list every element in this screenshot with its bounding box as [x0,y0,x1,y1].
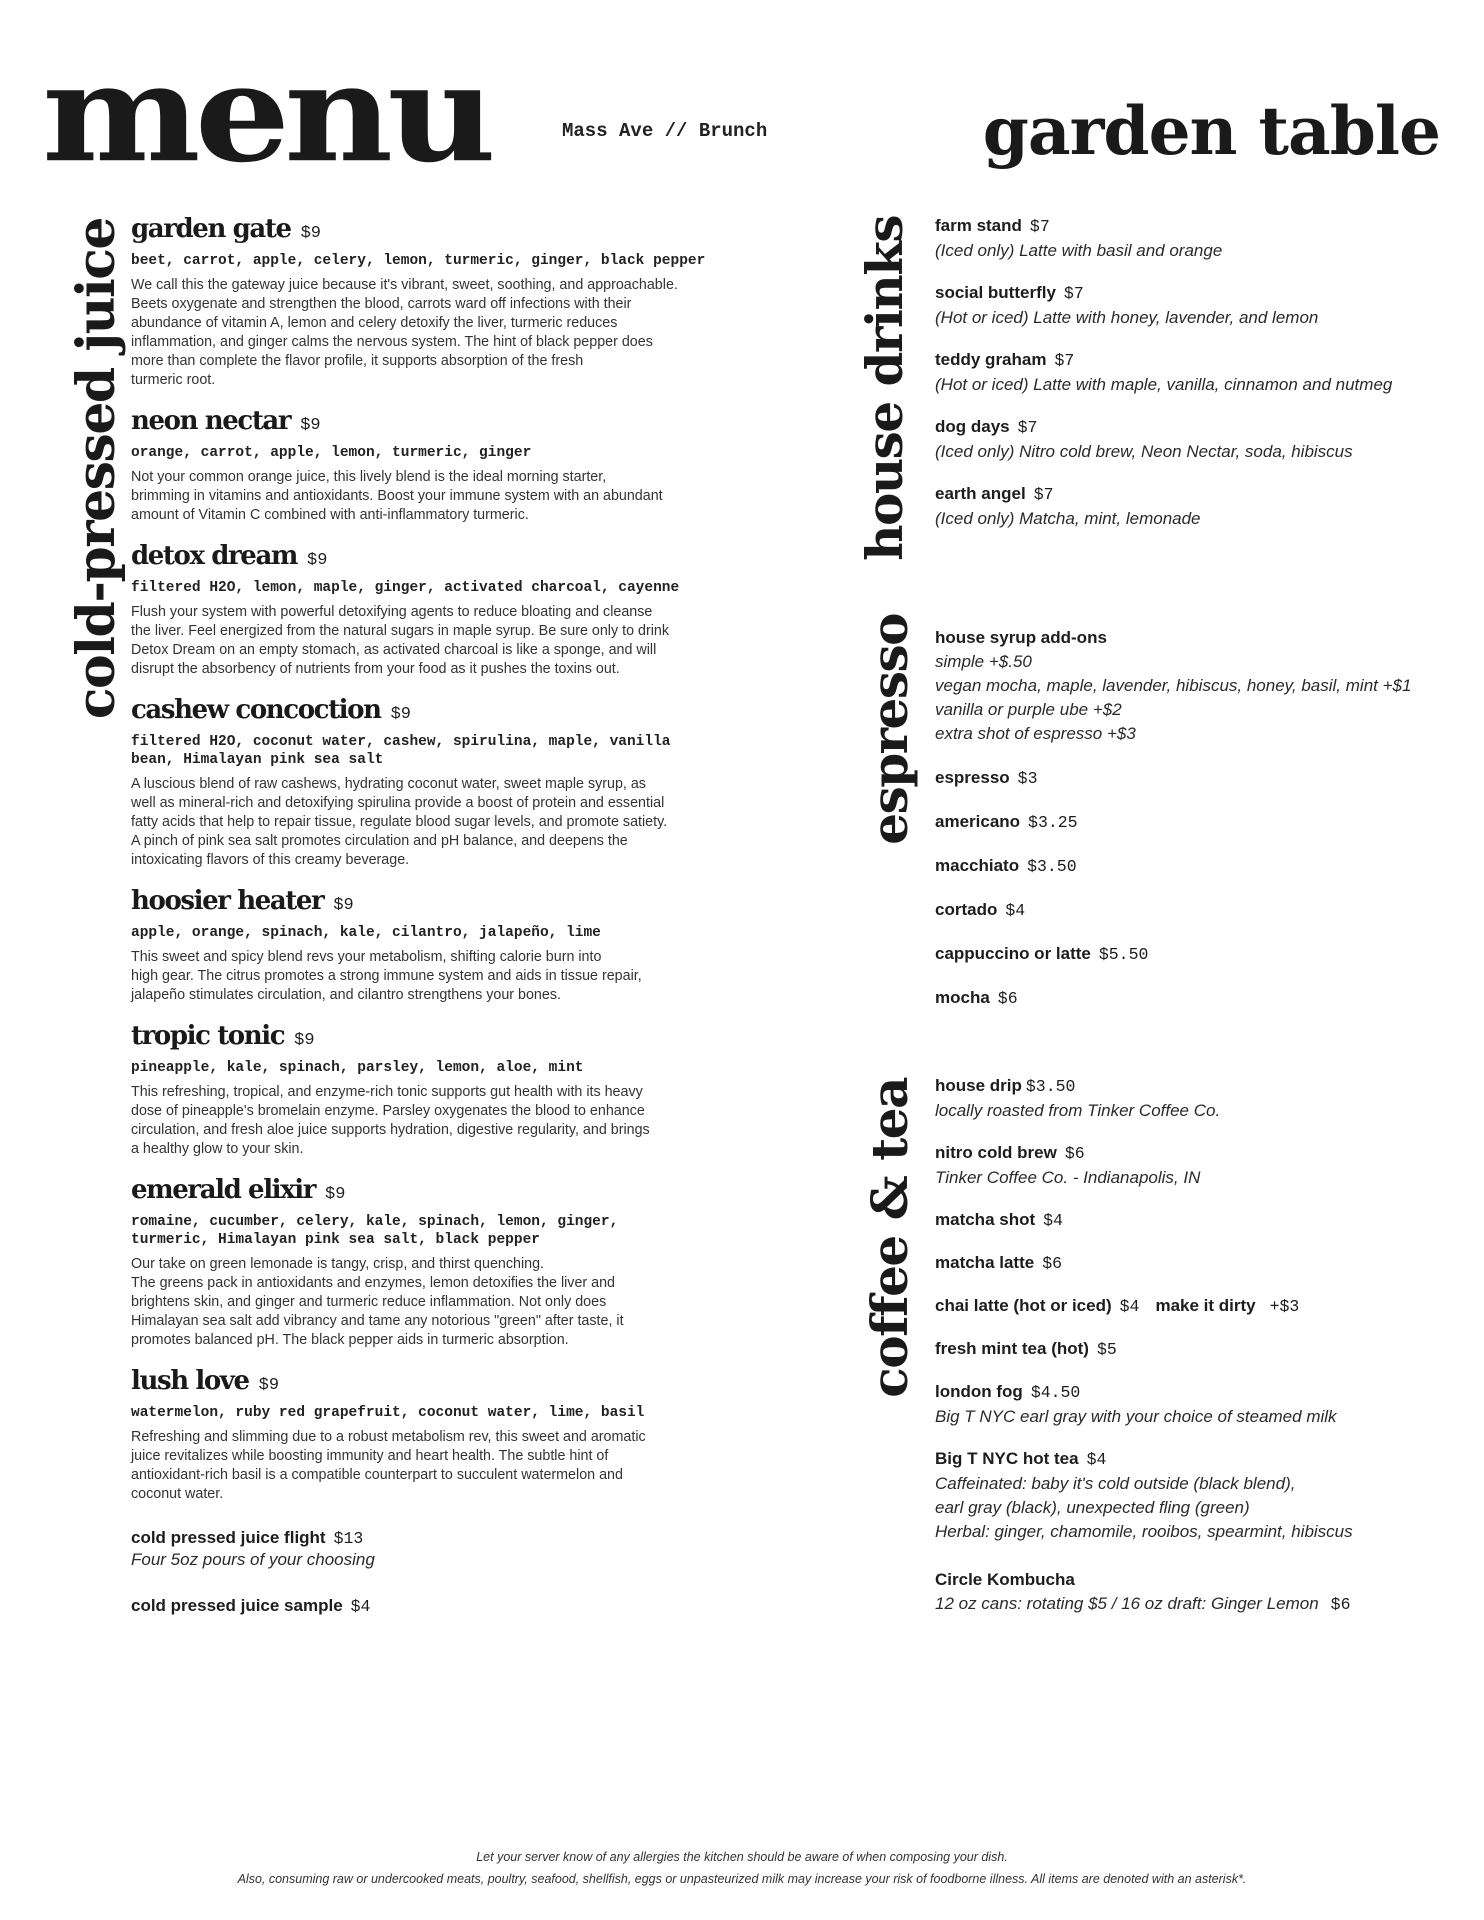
juice-item-emerald-elixir [131,1175,757,1350]
juice-name: emerald elixir [131,1175,316,1205]
juice-ingredients: filtered H2O, lemon, maple, ginger, activated charcoal, cayenne [131,580,680,596]
house-drink-item [935,214,1435,263]
juice-name: tropic tonic [131,1021,285,1051]
page-title: menu [42,34,491,193]
section-label-coffee-tea: coffee & tea [860,1078,919,1398]
juice-list [131,214,757,1640]
juice-description: This sweet and spicy blend revs your metabolism, shifting calorie burn into high gear. The citrus promotes a strong immune system and aids in tissue repair, jalapeño stimulates circulation, and cilantro strengthens your bones. [131,949,642,1003]
house-drink-item [935,482,1435,531]
item-description: Tinker Coffee Co. - Indianapolis, IN [935,1168,1201,1187]
item-description: (Iced only) Nitro cold brew, Neon Nectar, soda, hibiscus [935,442,1353,461]
allergy-note: Let your server know of any allergies the kitchen should be aware of when composing your dish. [476,1850,1008,1864]
juice-description: Flush your system with powerful detoxifying agents to reduce bloating and cleanse the liver. Feel energized from the natural sugars in maple syrup. Be sure only to drink Detox Dream on an empty stomach, as activated charcoal is like a sponge, and will disrupt the absorbency of nutrients from your food as it pushes the toxins out. [131,604,669,677]
juice-ingredients: beet, carrot, apple, celery, lemon, turmeric, ginger, black pepper [131,253,706,269]
item-price: $6 [997,989,1018,1008]
item-name: farm stand [935,216,1022,235]
item-price: $6 [1042,1254,1063,1273]
coffee-item [935,1380,1435,1429]
juice-description: Refreshing and slimming due to a robust metabolism rev, this sweet and aromatic juice revitalizes while boosting immunity and heart health. The subtle hint of antioxidant-rich basil is a compatible counterpart to succulent watermelon and coconut water. [131,1429,646,1502]
juice-price: $9 [325,1185,346,1204]
coffee-item [935,1568,1435,1616]
espresso-list [935,626,1435,1030]
coffee-tea-list [935,1074,1435,1634]
juice-price: $9 [307,551,328,570]
item-price: $3.25 [1028,813,1078,832]
juice-price: $9 [300,416,321,435]
juice-price: $9 [390,705,412,724]
juice-flight-item [131,1528,757,1572]
item-description: (Hot or iced) Latte with maple, vanilla, cinnamon and nutmeg [935,375,1393,394]
syrup-line: extra shot of espresso +$3 [935,724,1136,743]
item-price: $7 [1063,284,1084,303]
item-description: earl gray (black), unexpected fling (green) [935,1498,1250,1517]
juice-price: $9 [294,1031,315,1050]
item-price: $6 [1064,1144,1085,1163]
espresso-item [935,766,1435,791]
juice-description: We call this the gateway juice because it's vibrant, sweet, soothing, and approachable. Beets oxygenate and strengthen the blood, carrots ward off infections with their abundance of vitamin A, lemon and celery detoxify the liver, turmeric reduces inflammation, and ginger calms the nervous system. The hint of black pepper does more than complete the flavor profile, it supports absorption of the fresh turmeric root. [131,277,678,388]
syrup-addons [935,626,1435,746]
item-description: Caffeinated: baby it's cold outside (black blend), [935,1474,1296,1493]
item-name: house drip [935,1076,1022,1095]
item-description: locally roasted from Tinker Coffee Co. [935,1101,1221,1120]
house-drink-item [935,281,1435,330]
espresso-item [935,854,1435,879]
item-name: matcha shot [935,1210,1036,1229]
coffee-item [935,1208,1435,1233]
item-name: teddy graham [935,350,1047,369]
item-name: macchiato [935,856,1020,875]
location-subtitle: Mass Ave // Brunch [562,120,768,142]
item-name: earth angel [935,484,1026,503]
juice-description: This refreshing, tropical, and enzyme-rich tonic supports gut health with its heavy dose of pineapple's bromelain enzyme. Parsley oxygenates the blood to enhance circulation, and fresh aloe juice supports hydration, digestive regularity, and brings a healthy glow to your skin. [131,1084,650,1157]
item-price: $7 [1033,485,1054,504]
juice-item-lush-love [131,1366,757,1504]
house-drink-item [935,415,1435,464]
juice-ingredients: filtered H2O, coconut water, cashew, spirulina, maple, vanilla bean, Himalayan pink sea salt [131,734,671,768]
coffee-item [935,1447,1435,1544]
house-drinks-list [935,214,1435,549]
juice-sample-item [131,1596,757,1616]
juice-price: $9 [333,896,354,915]
coffee-item [935,1294,1435,1319]
juice-name: neon nectar [131,406,291,436]
item-name: chai latte (hot or iced) [935,1296,1112,1315]
item-name: matcha latte [935,1253,1035,1272]
juice-name: detox dream [131,541,298,571]
section-label-espresso: espresso [860,614,919,845]
item-name: house syrup add-ons [935,628,1107,647]
item-name: cold pressed juice flight [131,1528,326,1547]
espresso-item [935,942,1435,967]
item-name: london fog [935,1382,1023,1401]
juice-name: lush love [131,1366,249,1396]
item-price: $13 [333,1529,364,1548]
item-name: americano [935,812,1021,831]
juice-ingredients: apple, orange, spinach, kale, cilantro, jalapeño, lime [131,925,601,941]
juice-description: Not your common orange juice, this lively blend is the ideal morning starter, brimming in vitamins and antioxidants. Boost your immune system with an abundant amount of Vitamin C combined with anti-inflammatory turmeric. [131,469,663,523]
juice-ingredients: watermelon, ruby red grapefruit, coconut water, lime, basil [131,1405,645,1421]
juice-item-garden-gate [131,214,757,390]
item-name: espresso [935,768,1010,787]
item-description: (Iced only) Matcha, mint, lemonade [935,509,1201,528]
section-label-cold-pressed-juice: cold-pressed juice [66,218,127,720]
juice-name: hoosier heater [131,886,324,916]
juice-name: cashew concoction [131,695,381,725]
item-name: mocha [935,988,990,1007]
juice-ingredients: romaine, cucumber, celery, kale, spinach, lemon, ginger, turmeric, Himalayan pink sea salt, black pepper [131,1214,619,1248]
item-price: $4 [1005,901,1026,920]
item-name: Circle Kombucha [935,1570,1075,1589]
juice-item-neon-nectar [131,406,757,525]
item-price: $7 [1054,351,1075,370]
item-name: dog days [935,417,1010,436]
item-price: $7 [1017,418,1038,437]
item-price: $3.50 [1025,1077,1076,1096]
item-name: cortado [935,900,998,919]
footer-disclaimer [0,1846,1484,1890]
item-description: Big T NYC earl gray with your choice of steamed milk [935,1407,1337,1426]
section-label-house-drinks: house drinks [855,216,914,561]
item-price: $4 [1043,1211,1063,1230]
item-price: $5.50 [1098,945,1149,964]
espresso-item [935,810,1435,835]
juice-ingredients: orange, carrot, apple, lemon, turmeric, ginger [131,445,532,461]
item-price: $4 [1086,1450,1107,1469]
item-price: $5 [1096,1340,1117,1359]
syrup-line: vanilla or purple ube +$2 [935,700,1122,719]
addon-name: make it dirty [1155,1296,1256,1315]
juice-item-tropic-tonic [131,1021,757,1159]
item-price: $4 [1119,1297,1140,1316]
juice-ingredients: pineapple, kale, spinach, parsley, lemon, aloe, mint [131,1060,584,1076]
juice-name: garden gate [131,214,291,244]
item-name: fresh mint tea (hot) [935,1339,1089,1358]
coffee-item [935,1141,1435,1190]
item-description: (Hot or iced) Latte with honey, lavender, and lemon [935,308,1319,327]
espresso-item [935,898,1435,923]
coffee-item [935,1251,1435,1276]
juice-item-hoosier-heater [131,886,757,1005]
coffee-item [935,1337,1435,1362]
item-description: 12 oz cans: rotating $5 / 16 oz draft: Ginger Lemon [935,1594,1319,1613]
item-name: cold pressed juice sample [131,1596,343,1615]
item-name: Big T NYC hot tea [935,1449,1079,1468]
juice-description: A luscious blend of raw cashews, hydrating coconut water, sweet maple syrup, as well as mineral-rich and detoxifying spirulina provide a boost of protein and essential fatty acids that help to repair tissue, regulate blood sugar levels, and promote satiety. A pinch of pink sea salt promotes circulation and pH balance, and deepens the intoxicating flavors of this creamy beverage. [131,776,668,868]
brand-name: garden table [982,92,1440,170]
syrup-line: vegan mocha, maple, lavender, hibiscus, honey, basil, mint +$1 [935,676,1412,695]
coffee-item [935,1074,1435,1123]
item-description: (Iced only) Latte with basil and orange [935,241,1223,260]
item-price: $3.50 [1027,857,1077,876]
item-description: Herbal: ginger, chamomile, rooibos, spearmint, hibiscus [935,1522,1353,1541]
item-name: social butterfly [935,283,1056,302]
juice-price: $9 [258,1376,280,1395]
juice-description: Our take on green lemonade is tangy, crisp, and thirst quenching. The greens pack in antioxidants and enzymes, lemon detoxifies the liver and brightens skin, and ginger and turmeric reduce inflammation. Not only does Himalayan sea salt add vibrancy and tame any notorious "green" after taste, it promotes balanced pH. The black pepper aids in turmeric absorption. [131,1256,624,1348]
juice-item-cashew-concoction [131,695,757,870]
item-price: $4.50 [1030,1383,1081,1402]
syrup-line: simple +$.50 [935,652,1032,671]
house-drink-item [935,348,1435,397]
item-name: nitro cold brew [935,1143,1057,1162]
item-price: $4 [350,1597,371,1616]
item-price: $7 [1029,217,1050,236]
item-description: Four 5oz pours of your choosing [131,1550,375,1569]
food-safety-note: Also, consuming raw or undercooked meats, poultry, seafood, shellfish, eggs or unpasteurized milk may increase your risk of foodborne illness. All items are denoted with an asterisk*. [237,1872,1247,1886]
espresso-item [935,986,1435,1011]
addon-price: +$3 [1269,1297,1300,1316]
juice-price: $9 [300,224,321,243]
item-name: cappuccino or latte [935,944,1091,963]
item-price: $6 [1330,1595,1351,1614]
juice-extras [131,1528,757,1616]
juice-item-detox-dream [131,541,757,679]
item-price: $3 [1017,769,1038,788]
